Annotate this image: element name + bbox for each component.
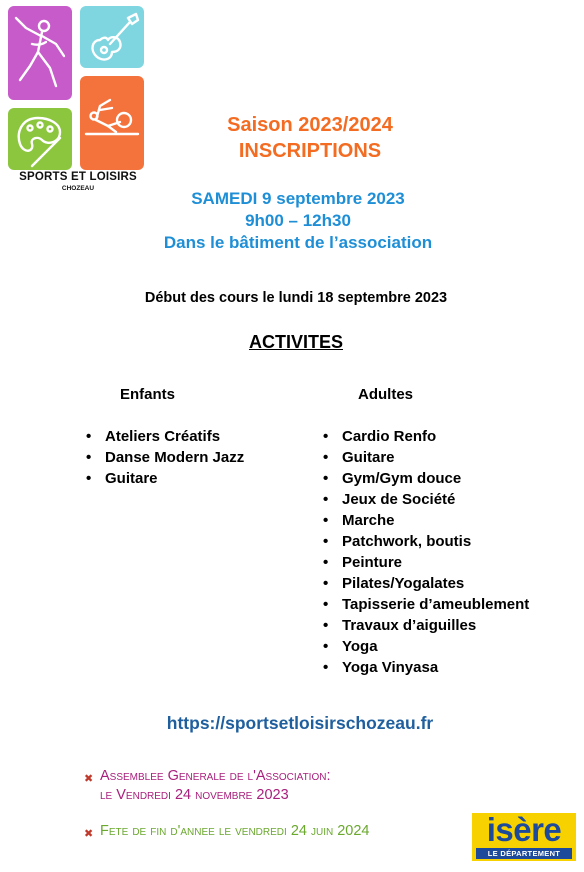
dancer-icon	[8, 6, 72, 100]
season-title: Saison 2023/2024	[227, 114, 393, 136]
cross-icon: ✖	[84, 828, 94, 840]
end-of-year-party-note	[86, 821, 370, 841]
isere-department-logo	[472, 813, 576, 861]
kids-heading: Enfants	[120, 386, 176, 403]
inscriptions-title: INSCRIPTIONS	[238, 140, 382, 162]
logo-tile-dance	[8, 6, 72, 100]
bullet-icon: •	[323, 512, 329, 529]
cross-icon: ✖	[84, 773, 94, 785]
palette-icon	[8, 108, 72, 170]
adults-activity-item	[323, 510, 529, 531]
event-date: SAMEDI 9 septembre 2023	[191, 189, 405, 208]
bullet-icon: •	[323, 659, 329, 676]
logo-tile-pilates	[80, 76, 144, 170]
kids-activity-list	[86, 426, 244, 489]
bullet-icon: •	[323, 470, 329, 487]
bullet-icon: •	[323, 638, 329, 655]
adults-activity-item	[323, 573, 529, 594]
kids-activity-item-label: Guitare	[105, 470, 158, 487]
event-hours: 9h00 – 12h30	[245, 211, 351, 230]
adults-activity-item	[323, 468, 529, 489]
pilates-icon	[80, 76, 144, 170]
bullet-icon: •	[86, 449, 92, 466]
bullet-icon: •	[323, 428, 329, 445]
kids-activity-item-label: Danse Modern Jazz	[105, 449, 245, 466]
adults-activity-item-label: Pilates/Yogalates	[342, 575, 465, 592]
logo-tile-palette	[8, 108, 72, 170]
isere-band: LE DÉPARTEMENT	[476, 848, 572, 859]
kids-activity-item-label: Ateliers Créatifs	[105, 428, 221, 445]
bullet-icon: •	[323, 554, 329, 571]
adults-activity-item-label: Patchwork, boutis	[342, 533, 472, 550]
isere-wordmark: isère	[486, 811, 562, 848]
general-assembly-line2: le Vendredi 24 novembre 2023	[100, 787, 289, 803]
kids-activity-item	[86, 468, 244, 489]
club-logo	[8, 6, 148, 212]
logo-tile-guitar	[80, 6, 144, 68]
general-assembly-note	[86, 766, 331, 786]
adults-heading: Adultes	[358, 386, 414, 403]
bullet-icon: •	[86, 428, 92, 445]
bullet-icon: •	[323, 491, 329, 508]
bullet-icon: •	[323, 449, 329, 466]
adults-activity-item-label: Guitare	[342, 449, 395, 466]
end-of-year-party-text: Fete de fin d'annee le vendredi 24 juin 2024	[100, 823, 370, 839]
adults-activity-item	[323, 657, 529, 678]
website-link[interactable]: https://sportsetloisirschozeau.fr	[166, 713, 434, 733]
adults-activity-item-label: Yoga Vinyasa	[342, 659, 439, 676]
adults-activity-item-label: Jeux de Société	[342, 491, 456, 508]
adults-activity-list	[323, 426, 529, 678]
adults-activity-item-label: Yoga	[342, 638, 378, 655]
bullet-icon: •	[323, 596, 329, 613]
adults-activity-item	[323, 426, 529, 447]
adults-activity-item-label: Peinture	[342, 554, 403, 571]
adults-activity-item	[323, 615, 529, 636]
adults-activity-item	[323, 489, 529, 510]
logo-subtitle: CHOZEAU	[61, 185, 95, 192]
bullet-icon: •	[323, 617, 329, 634]
adults-activity-item-label: Gym/Gym douce	[342, 470, 462, 487]
general-assembly-date	[86, 785, 289, 805]
adults-activity-item	[323, 531, 529, 552]
activities-title: ACTIVITES	[248, 332, 343, 352]
adults-activity-item-label: Cardio Renfo	[342, 428, 437, 445]
adults-activity-item-label: Marche	[342, 512, 395, 529]
bullet-icon: •	[86, 470, 92, 487]
logo-name: SPORTS ET LOISIRS	[19, 171, 137, 183]
adults-activity-item-label: Travaux d’aiguilles	[342, 617, 477, 634]
bullet-icon: •	[323, 533, 329, 550]
adults-activity-item	[323, 636, 529, 657]
kids-activity-item	[86, 426, 244, 447]
kids-activity-item	[86, 447, 244, 468]
courses-start: Début des cours le lundi 18 septembre 2023	[144, 290, 448, 306]
general-assembly-line1: Assemblee Generale de l'Association:	[100, 768, 331, 784]
guitar-icon	[80, 6, 144, 68]
bullet-icon: •	[323, 575, 329, 592]
adults-activity-item	[323, 447, 529, 468]
event-place: Dans le bâtiment de l’association	[163, 233, 433, 252]
adults-activity-item	[323, 552, 529, 573]
adults-activity-item	[323, 594, 529, 615]
adults-activity-item-label: Tapisserie d’ameublement	[342, 596, 530, 613]
